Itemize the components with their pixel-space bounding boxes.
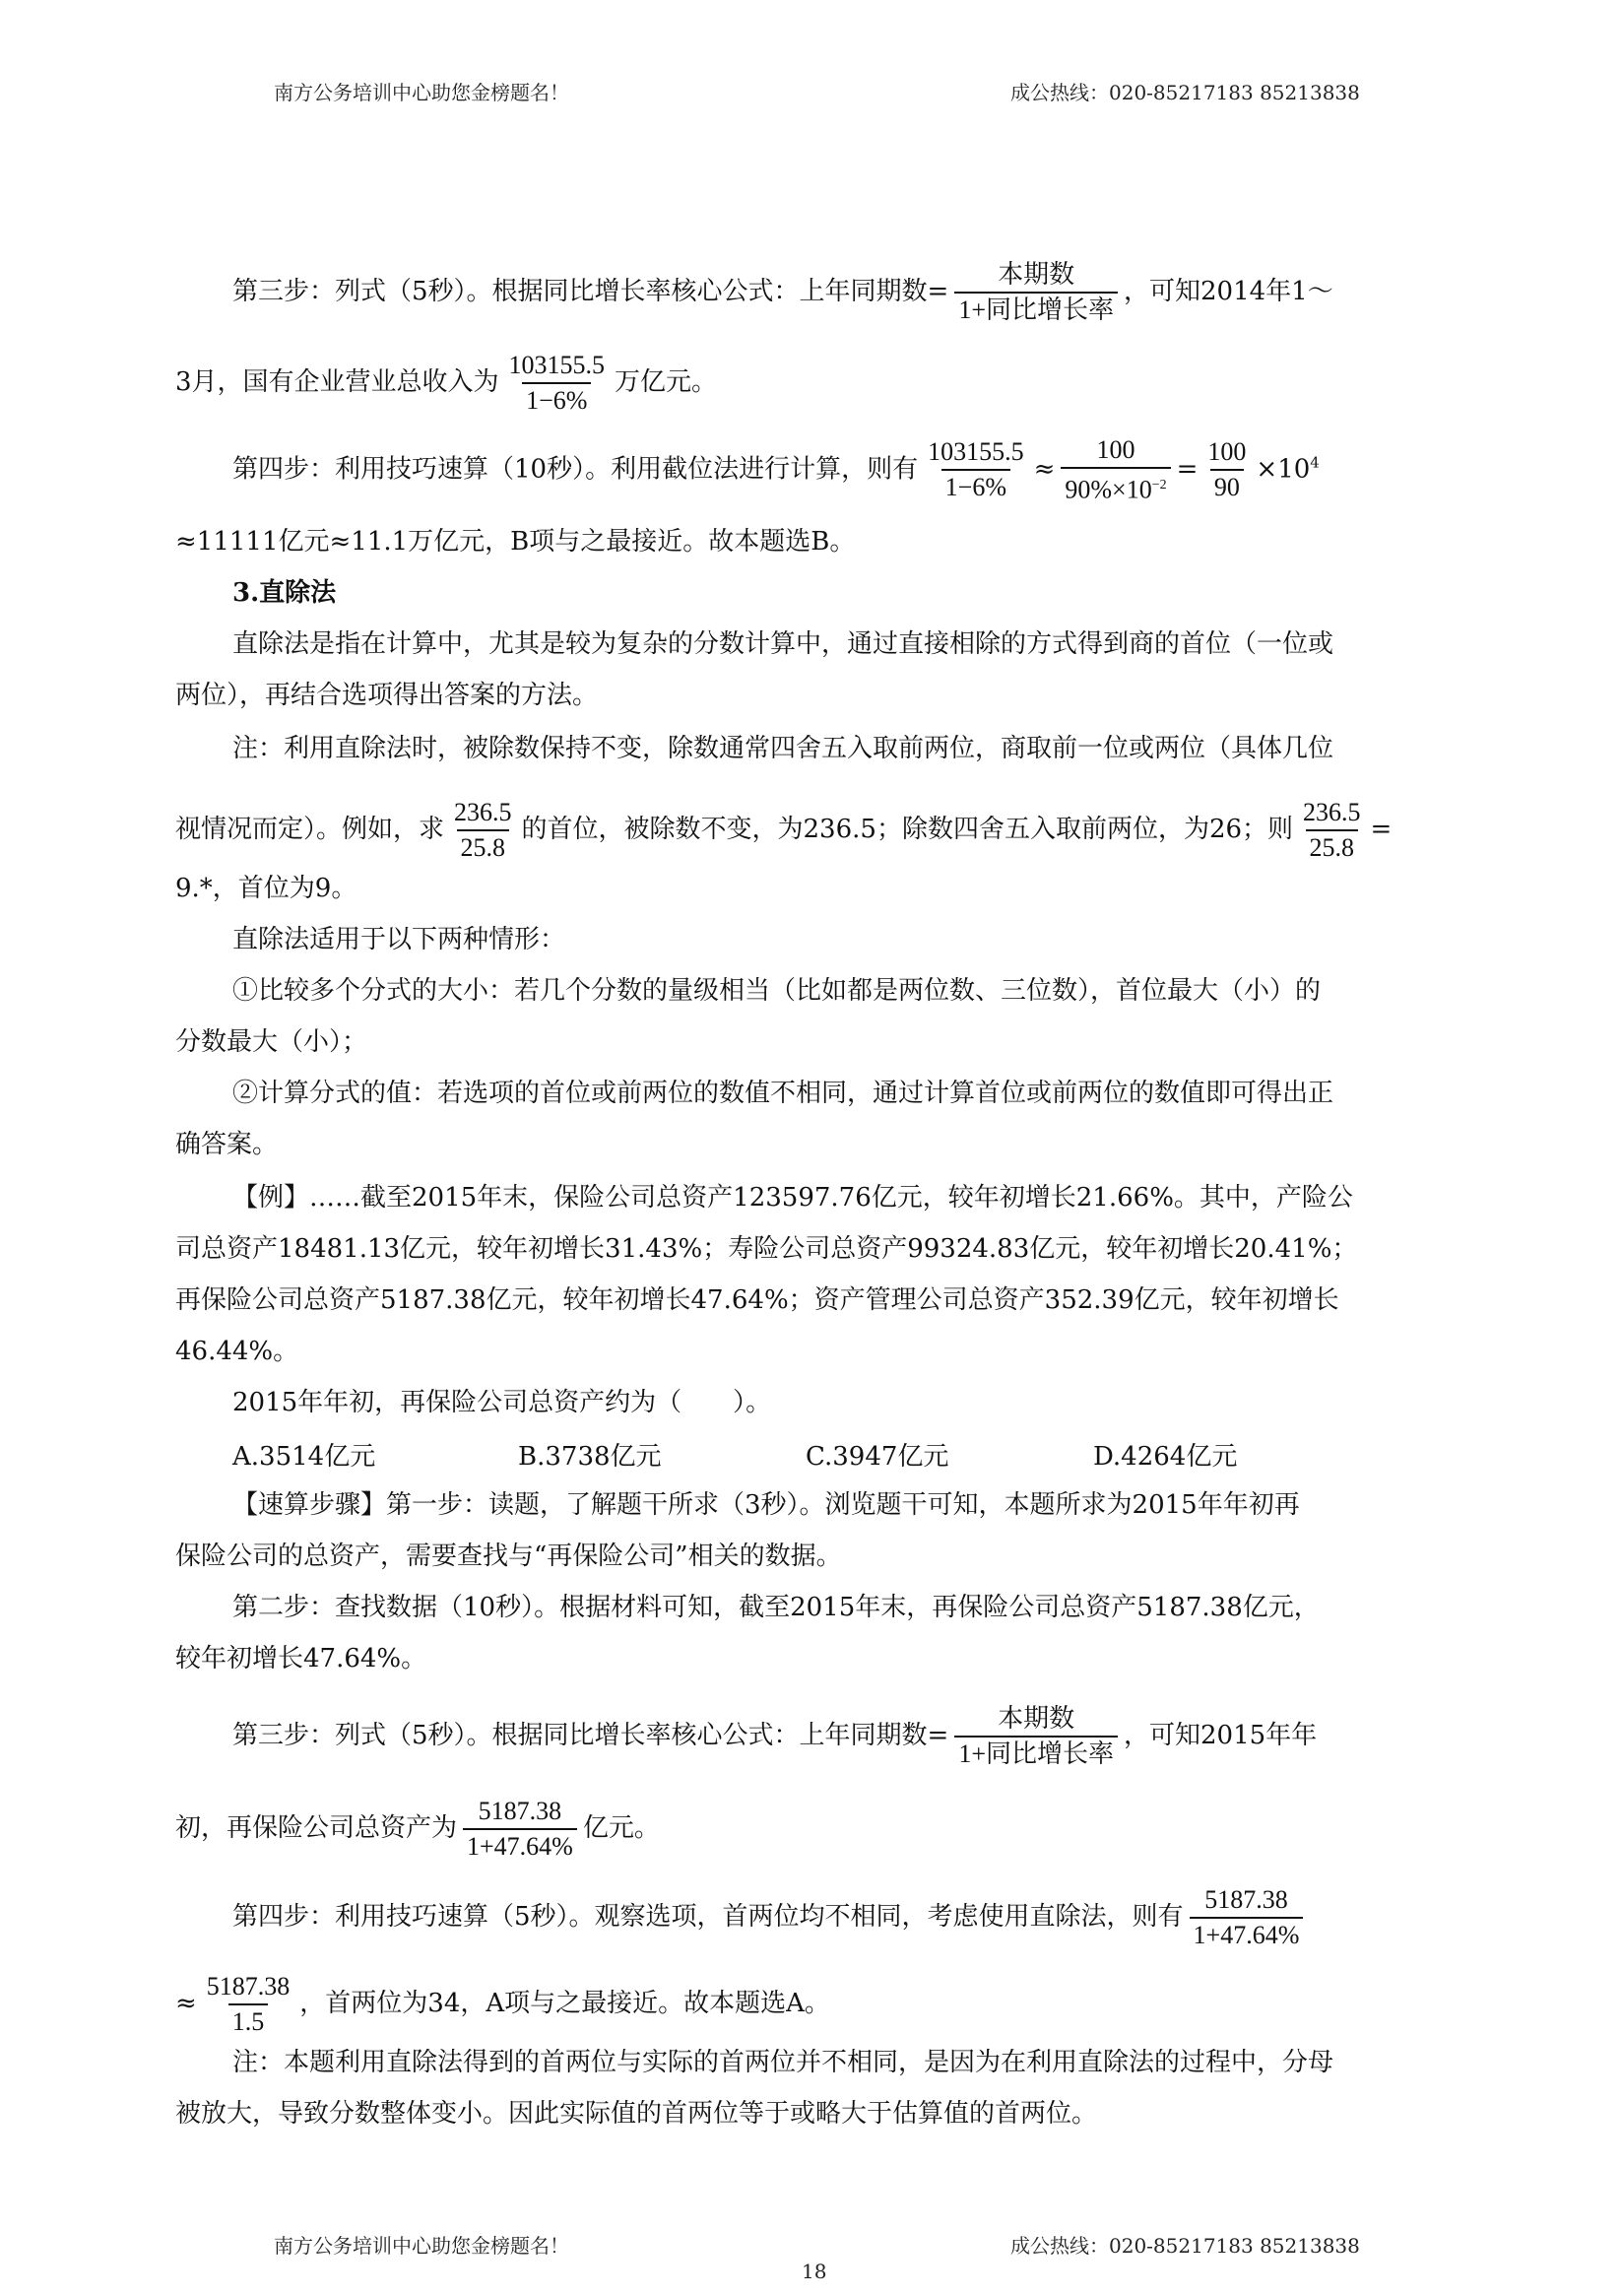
footer-left: 南方公务培训中心助您金榜题名！ bbox=[274, 2234, 569, 2258]
fraction-numerator: 103155.5 bbox=[928, 437, 1024, 467]
section-para-line2: 两位），再结合选项得出答案的方法。 bbox=[175, 681, 599, 710]
ex2-line3: 再保险公司总资产5187.38亿元，较年初增长47.64%；资产管理公司总资产352.39亿元，较年初增长 bbox=[175, 1285, 1339, 1315]
assets-fraction bbox=[463, 1795, 577, 1864]
note-line2 bbox=[175, 796, 1446, 865]
note-line1: 注：利用直除法时，被除数保持不变，除数通常四舍五入取前两位，商取前一位或两位（具体几位 bbox=[232, 734, 1334, 763]
case1-line2: 分数最大（小）； bbox=[175, 1027, 368, 1057]
ex2-note-line2: 被放大，导致分数整体变小。因此实际值的首两位等于或略大于估算值的首两位。 bbox=[175, 2099, 1098, 2129]
equals-sign: = bbox=[1176, 454, 1199, 485]
ex2-line1: 【例】……截至2015年末，保险公司总资产123597.76亿元，较年初增长21.66%。其中，产险公 bbox=[232, 1183, 1353, 1213]
fraction-numerator: 5187.38 bbox=[478, 1797, 562, 1825]
fraction-denominator: 1.5 bbox=[228, 2003, 269, 2039]
step4-fraction-1 bbox=[924, 435, 1028, 504]
option-b: B.3738亿元 bbox=[518, 1442, 662, 1472]
ex2-step2-line1: 第二步：查找数据（10秒）。根据材料可知，截至2015年末，再保险公司总资产5187.38亿元， bbox=[232, 1593, 1320, 1622]
fraction-denominator: 1+47.64% bbox=[1190, 1917, 1304, 1952]
note-fraction-2 bbox=[1299, 796, 1365, 865]
case1-line1: ①比较多个分式的大小：若几个分数的量级相当（比如都是两位数、三位数），首位最大（小）的 bbox=[232, 976, 1322, 1006]
fraction-numerator: 236.5 bbox=[454, 798, 512, 826]
ex1-step3-line2 bbox=[175, 349, 1446, 418]
ex1-step4-line1 bbox=[232, 433, 1446, 507]
approx-sign: ≈ bbox=[1033, 454, 1056, 485]
fraction-numerator: 本期数 bbox=[998, 260, 1075, 289]
page-number: 18 bbox=[802, 2260, 827, 2283]
denominator-exponent: −2 bbox=[1151, 478, 1167, 492]
ex2-step3-text-a: 第三步：列式（5秒）。根据同比增长率核心公式：上年同期数= bbox=[232, 1721, 949, 1750]
ex1-step3-text-a: 第三步：列式（5秒）。根据同比增长率核心公式：上年同期数= bbox=[232, 277, 949, 306]
ex1-step4-line2: ≈11111亿元≈11.1万亿元，B项与之最接近。故本题选B。 bbox=[175, 527, 856, 557]
ex2-step3-text-c: 初，再保险公司总资产为 bbox=[175, 1813, 458, 1843]
revenue-fraction bbox=[505, 349, 610, 418]
fraction-denominator: 90 bbox=[1210, 469, 1244, 504]
header-right: 成公热线：020-85217183 85213838 bbox=[1010, 81, 1360, 104]
header-left: 南方公务培训中心助您金榜题名！ bbox=[274, 81, 569, 104]
ex2-step4-text-b: ，首两位为34，A项与之最接近。故本题选A。 bbox=[299, 1989, 830, 2018]
case2-line1: ②计算分式的值：若选项的首位或前两位的数值不相同，通过计算首位或前两位的数值即可得出正 bbox=[232, 1079, 1334, 1108]
ex1-step3-text-d: 万亿元。 bbox=[615, 367, 718, 397]
ex2-step4-line1 bbox=[232, 1883, 1446, 1952]
ex1-step3-line1 bbox=[232, 258, 1446, 327]
fraction-denominator: 1+同比增长率 bbox=[954, 1736, 1118, 1771]
fraction-denominator: 1−6% bbox=[522, 382, 591, 418]
fraction-numerator: 100 bbox=[1207, 437, 1247, 467]
ex2-step2-line2: 较年初增长47.64%。 bbox=[175, 1644, 427, 1673]
ex2-step4-text-a: 第四步：利用技巧速算（5秒）。观察选项，首两位均不相同，考虑使用直除法，则有 bbox=[232, 1902, 1184, 1932]
option-a: A.3514亿元 bbox=[232, 1442, 376, 1472]
fraction-denominator: 1−6% bbox=[941, 469, 1010, 504]
apply-line: 直除法适用于以下两种情形： bbox=[232, 925, 566, 954]
ex2-line4: 46.44%。 bbox=[175, 1337, 299, 1366]
ex2-question: 2015年年初，再保险公司总资产约为（ ）。 bbox=[232, 1388, 772, 1417]
fraction-denominator bbox=[1061, 467, 1170, 507]
fraction-denominator: 25.8 bbox=[457, 829, 510, 865]
ex2-step3-text-d: 亿元。 bbox=[582, 1813, 660, 1843]
denominator-base: 90%×10 bbox=[1065, 475, 1152, 504]
ex2-line2: 司总资产18481.13亿元，较年初增长31.43%；寿险公司总资产99324.83亿元，较年初增长20.41%； bbox=[175, 1234, 1358, 1264]
note-text-c: = bbox=[1370, 815, 1393, 844]
step4-fraction-3 bbox=[1203, 435, 1250, 504]
note-line3: 9.*，首位为9。 bbox=[175, 874, 357, 903]
fraction-denominator: 25.8 bbox=[1306, 829, 1359, 865]
ex1-step3-text-b: ，可知2014年1～ bbox=[1124, 277, 1333, 306]
power-exponent: 4 bbox=[1310, 453, 1320, 472]
fraction-denominator: 1+同比增长率 bbox=[954, 292, 1118, 327]
fraction-numerator: 5187.38 bbox=[206, 1972, 291, 2001]
step4-fraction bbox=[1190, 1883, 1304, 1952]
ex2-step3-line2 bbox=[175, 1795, 1446, 1864]
ex2-step1-line2: 保险公司的总资产，需要查找与“再保险公司”相关的数据。 bbox=[175, 1542, 842, 1571]
note-fraction-1 bbox=[450, 796, 516, 865]
formula-fraction bbox=[954, 258, 1118, 327]
estimate-fraction bbox=[203, 1970, 294, 2039]
footer-right: 成公热线：020-85217183 85213838 bbox=[1010, 2234, 1360, 2258]
fraction-denominator: 1+47.64% bbox=[463, 1828, 577, 1864]
section-para-line1: 直除法是指在计算中，尤其是较为复杂的分数计算中，通过直接相除的方式得到商的首位（一位或 bbox=[232, 629, 1334, 659]
ex2-step4-line2 bbox=[175, 1970, 1446, 2039]
option-c: C.3947亿元 bbox=[806, 1442, 949, 1472]
ex2-note-line1: 注：本题利用直除法得到的首两位与实际的首两位并不相同，是因为在利用直除法的过程中，分母 bbox=[232, 2048, 1334, 2077]
fraction-numerator: 100 bbox=[1096, 435, 1135, 464]
ex2-step3-line1 bbox=[232, 1702, 1446, 1771]
formula-fraction bbox=[954, 1702, 1118, 1771]
fraction-numerator: 本期数 bbox=[998, 1704, 1075, 1733]
fraction-numerator: 103155.5 bbox=[508, 351, 606, 379]
step4-fraction-2 bbox=[1061, 433, 1170, 507]
ex2-step3-text-b: ，可知2015年年 bbox=[1124, 1721, 1318, 1750]
approx-sign: ≈ bbox=[175, 1989, 197, 2018]
case2-line2: 确答案。 bbox=[175, 1130, 279, 1159]
times-power: ×10 bbox=[1256, 454, 1311, 485]
fraction-numerator: 236.5 bbox=[1303, 798, 1361, 826]
option-d: D.4264亿元 bbox=[1093, 1442, 1238, 1472]
ex1-step3-text-c: 3月，国有企业营业总收入为 bbox=[175, 367, 499, 397]
section-title: 3.直除法 bbox=[232, 578, 337, 608]
ex1-step4-text-a: 第四步：利用技巧速算（10秒）。利用截位法进行计算，则有 bbox=[232, 454, 919, 485]
fraction-numerator: 5187.38 bbox=[1204, 1885, 1288, 1914]
note-text-b: 的首位，被除数不变，为236.5；除数四舍五入取前两位，为26；则 bbox=[521, 815, 1294, 844]
note-text-a: 视情况而定）。例如，求 bbox=[175, 815, 445, 844]
ex2-step1-line1: 【速算步骤】第一步：读题，了解题干所求（3秒）。浏览题干可知，本题所求为2015年年初再 bbox=[232, 1490, 1300, 1520]
